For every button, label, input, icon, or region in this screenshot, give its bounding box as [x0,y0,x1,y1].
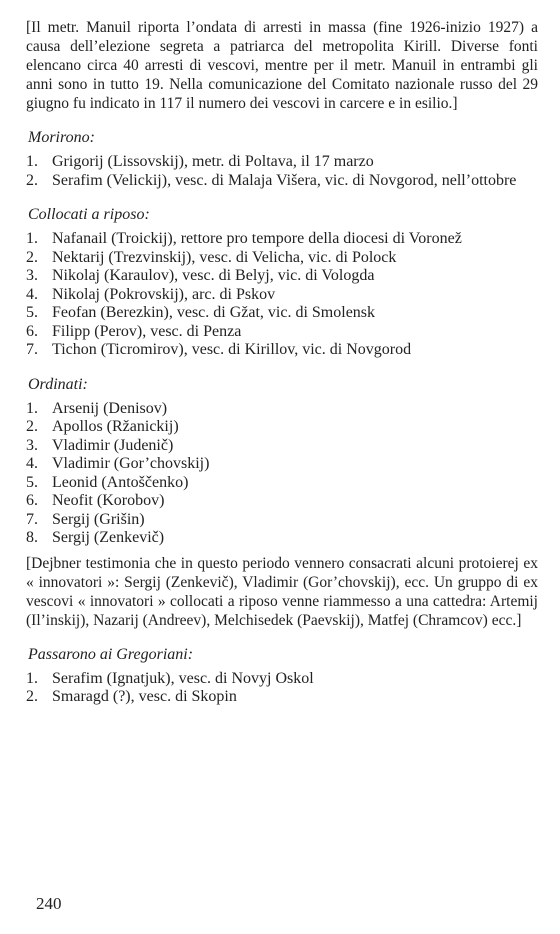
section-ordained [26,376,538,630]
list-item: 1. Serafim (Ignatjuk), vesc. di Novyj Oskol [26,669,314,687]
list-ordained [26,400,538,548]
list-item: 6. Filipp (Perov), vesc. di Penza [26,322,242,340]
list-retired [26,230,538,360]
list-item: 3. Vladimir (Judenič) [26,436,174,454]
section-heading: Morirono: [28,129,95,146]
section-heading: Ordinati: [28,375,88,393]
list-item: 1. Arsenij (Denisov) [26,399,168,417]
ordained-note: [Dejbner testimonia che in questo periodo vennero consacrati alcuni protoierej ex « innovatori »: Sergij (Zenkevič), Vladimir (Gor’chovskij), ecc. Un gruppo di ex vescovi « innovatori » collocati a riposo venne riammesso a una cattedra: Artemij (Il’inskij), Nazarij (Andreev), Melchisedek (Paevskij), Matfej (Chramcov) ecc.] [26,554,538,629]
list-item: 2. Smaragd (?), vesc. di Skopin [26,688,237,705]
list-item: 4. Vladimir (Gor’chovskij) [26,455,210,472]
list-item: 5. Feofan (Berezkin), vesc. di Gžat, vic. di Smolensk [26,304,376,321]
section-heading: Passarono ai Gregoriani: [28,645,194,663]
list-item: 2. Serafim (Velickij), vesc. di Malaja Višera, vic. di Novgorod, nell’ottobre [26,171,517,189]
list-item: 1. Grigorij (Lissovskij), metr. di Poltava, il 17 marzo [26,153,374,170]
list-item: 5. Leonid (Antoščenko) [26,473,189,491]
list-item: 7. Sergij (Grišin) [26,510,145,528]
intro-note: [Il metr. Manuil riporta l’ondata di arresti in massa (fine 1926-inizio 1927) a causa dell’elezione segreta a patriarca del metropolita Kirill. Diverse fonti elencano circa 40 arresti di vescovi, mentre per il metr. Manuil in entrambi gli anni sono in tutto 19. Nella comunicazione del Comitato nazionale russo del 29 giugno fu indicato in 117 il numero dei vescovi in carcere e in esilio.] [26,19,538,112]
list-deaths [26,153,538,190]
list-item: 6. Neofit (Korobov) [26,492,165,509]
list-item: 7. Tichon (Ticromirov), vesc. di Kirillov, vic. di Novgorod [26,341,412,358]
list-item: 4. Nikolaj (Pokrovskij), arc. di Pskov [26,285,276,303]
list-item: 1. Nafanail (Troickij), rettore pro tempore della diocesi di Voronež [26,230,462,247]
section-deaths [26,129,538,190]
list-item: 2. Apollos (Ržanickij) [26,418,179,435]
section-retired [26,206,538,360]
page-number: 240 [36,894,62,913]
list-item: 3. Nikolaj (Karaulov), vesc. di Belyj, vic. di Vologda [26,267,375,284]
list-item: 8. Sergij (Zenkevič) [26,529,165,546]
section-gregorians [26,646,538,707]
list-item: 2. Nektarij (Trezvinskij), vesc. di Velicha, vic. di Polock [26,248,397,266]
list-gregorians [26,670,538,707]
section-heading: Collocati a riposo: [28,206,150,223]
